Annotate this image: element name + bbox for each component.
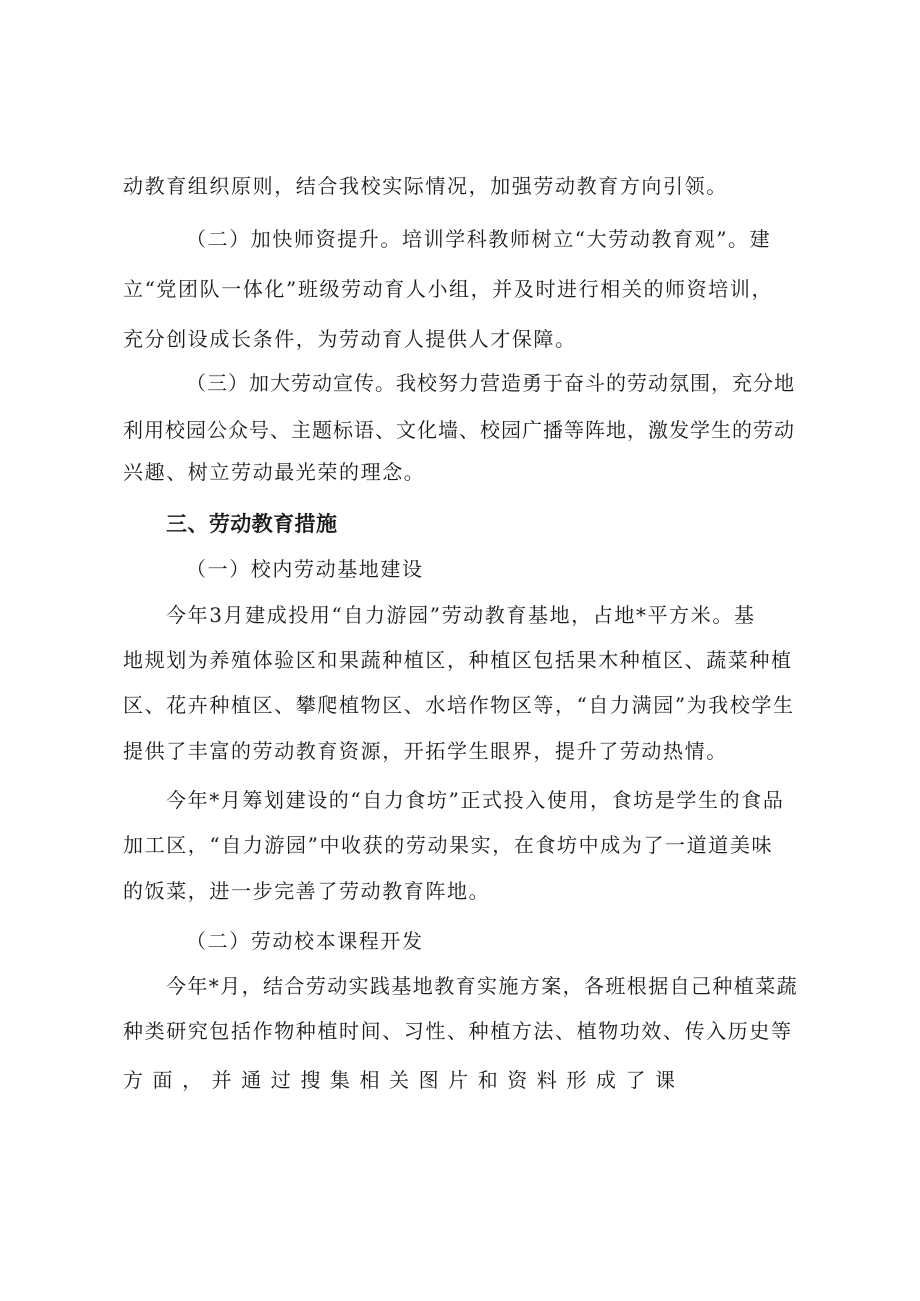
body-line-12: 今年*月筹划建设的“自力食坊”正式投入使用，食坊是学生的食品 <box>166 788 785 812</box>
body-line-8: 今年3月建成投用“自力游园”劳动教育基地，占地*平方米。基 <box>166 603 756 627</box>
body-line-4: 充分创设成长条件，为劳动育人提供人才保障。 <box>123 327 577 351</box>
body-line-2: （二）加快师资提升。培训学科教师树立“大劳动教育观”。建 <box>186 227 772 251</box>
body-line-14: 的饭菜，进一步完善了劳动教育阵地。 <box>123 879 491 903</box>
body-line-1: 动教育组织原则，结合我校实际情况，加强劳动教育方向引领。 <box>123 174 728 198</box>
body-line-11: 提供了丰富的劳动教育资源，开拓学生眼界，提升了劳动热情。 <box>123 739 728 763</box>
body-line-9: 地规划为养殖体验区和果蔬种植区，种植区包括果木种植区、蔬菜种植 <box>123 648 793 672</box>
body-line-6: 利用校园公众号、主题标语、文化墙、校园广播等阵地，激发学生的劳动 <box>123 418 795 442</box>
section-heading: 三、劳动教育措施 <box>166 512 338 536</box>
body-line-13: 加工区，“自力游园”中收获的劳动果实，在食坊中成为了一道道美味 <box>123 833 774 857</box>
body-line-15: 今年*月，结合劳动实践基地教育实施方案，各班根据自己种植菜蔬 <box>166 974 798 998</box>
subsection-heading-2: （二）劳动校本课程开发 <box>186 929 424 953</box>
subsection-heading-1: （一）校内劳动基地建设 <box>186 557 424 581</box>
body-line-16: 种类研究包括作物种植时间、习性、种植方法、植物功效、传入历史等 <box>123 1019 793 1043</box>
body-line-5: （三）加大劳动宣传。我校努力营造勇于奋斗的劳动氛围，充分地 <box>186 371 795 395</box>
body-line-3: 立“党团队一体化”班级劳动育人小组，并及时进行相关的师资培训， <box>123 277 774 301</box>
body-line-7: 兴趣、树立劳动最光荣的理念。 <box>123 460 426 484</box>
body-line-17: 方 面 ， 并 通 过 搜 集 相 关 图 片 和 资 料 形 成 了 课 <box>123 1068 677 1092</box>
body-line-10: 区、花卉种植区、攀爬植物区、水培作物区等，“自力满园”为我校学生 <box>123 693 795 717</box>
